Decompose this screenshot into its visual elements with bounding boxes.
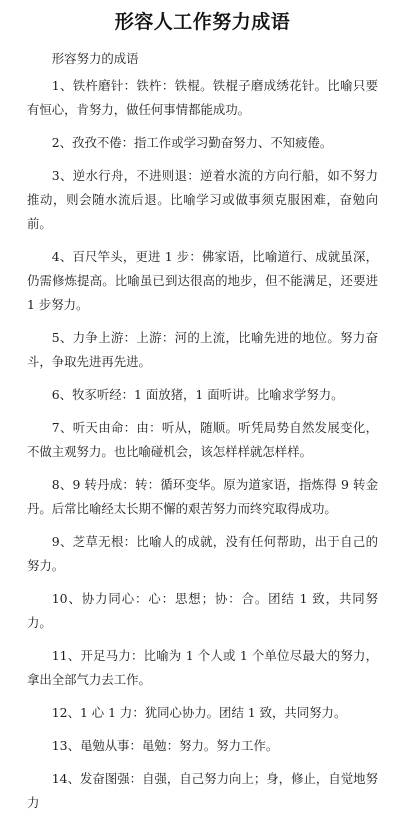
idiom-entry: 8、9 转丹成：转：循环变华。原为道家语，指炼得 9 转金丹。后常比喻经太长期不懈的艰苦努力而终究取得成功。	[27, 477, 378, 516]
idiom-entry: 2、孜孜不倦：指工作或学习勤奋努力、不知疲倦。	[51, 135, 333, 150]
section-subtitle: 形容努力的成语	[51, 51, 139, 66]
idiom-entry: 11、开足马力：比喻为 1 个人或 1 个单位尽最大的努力，拿出全部气力去工作。	[27, 648, 378, 687]
document-title: 形容人工作努力成语	[114, 11, 291, 33]
idiom-entry: 4、百尺竿头，更进 1 步：佛家语，比喻道行、成就虽深，仍需修炼提高。比喻虽已到达很高的地步，但不能满足，还要进 1 步努力。	[27, 249, 378, 312]
idiom-entry: 1、铁杵磨针：铁杵：铁棍。铁棍子磨成绣花针。比喻只要有恒心，肯努力，做任何事情都能成功。	[27, 78, 378, 117]
idiom-entry: 7、听天由命：由：听从，随顺。听凭局势自然发展变化，不做主观努力。也比喻碰机会，该怎样样就怎样样。	[27, 420, 378, 459]
idiom-entry: 14、发奋图强：自强，自己努力向上；身，修止，自觉地努力	[27, 771, 378, 810]
idiom-entry: 13、黾勉从事：黾勉：努力。努力工作。	[51, 738, 279, 753]
idiom-entry: 9、芝草无根：比喻人的成就，没有任何帮助，出于自己的努力。	[27, 534, 378, 573]
idiom-entry: 5、力争上游：上游：河的上流，比喻先进的地位。努力奋斗，争取先进再先进。	[27, 330, 378, 369]
idiom-entry: 3、逆水行舟，不进则退：逆着水流的方向行船，如不努力推动，则会随水流后退。比喻学习或做事须克服困难，奋勉向前。	[27, 168, 378, 231]
idiom-entry: 6、牧豕听经：1 面放猪，1 面听讲。比喻求学努力。	[51, 387, 344, 402]
idiom-entry: 10、协力同心：心：思想；协：合。团结 1 致，共同努力。	[27, 591, 378, 630]
idiom-entry: 12、1 心 1 力：犹同心协力。团结 1 致，共同努力。	[51, 705, 347, 720]
